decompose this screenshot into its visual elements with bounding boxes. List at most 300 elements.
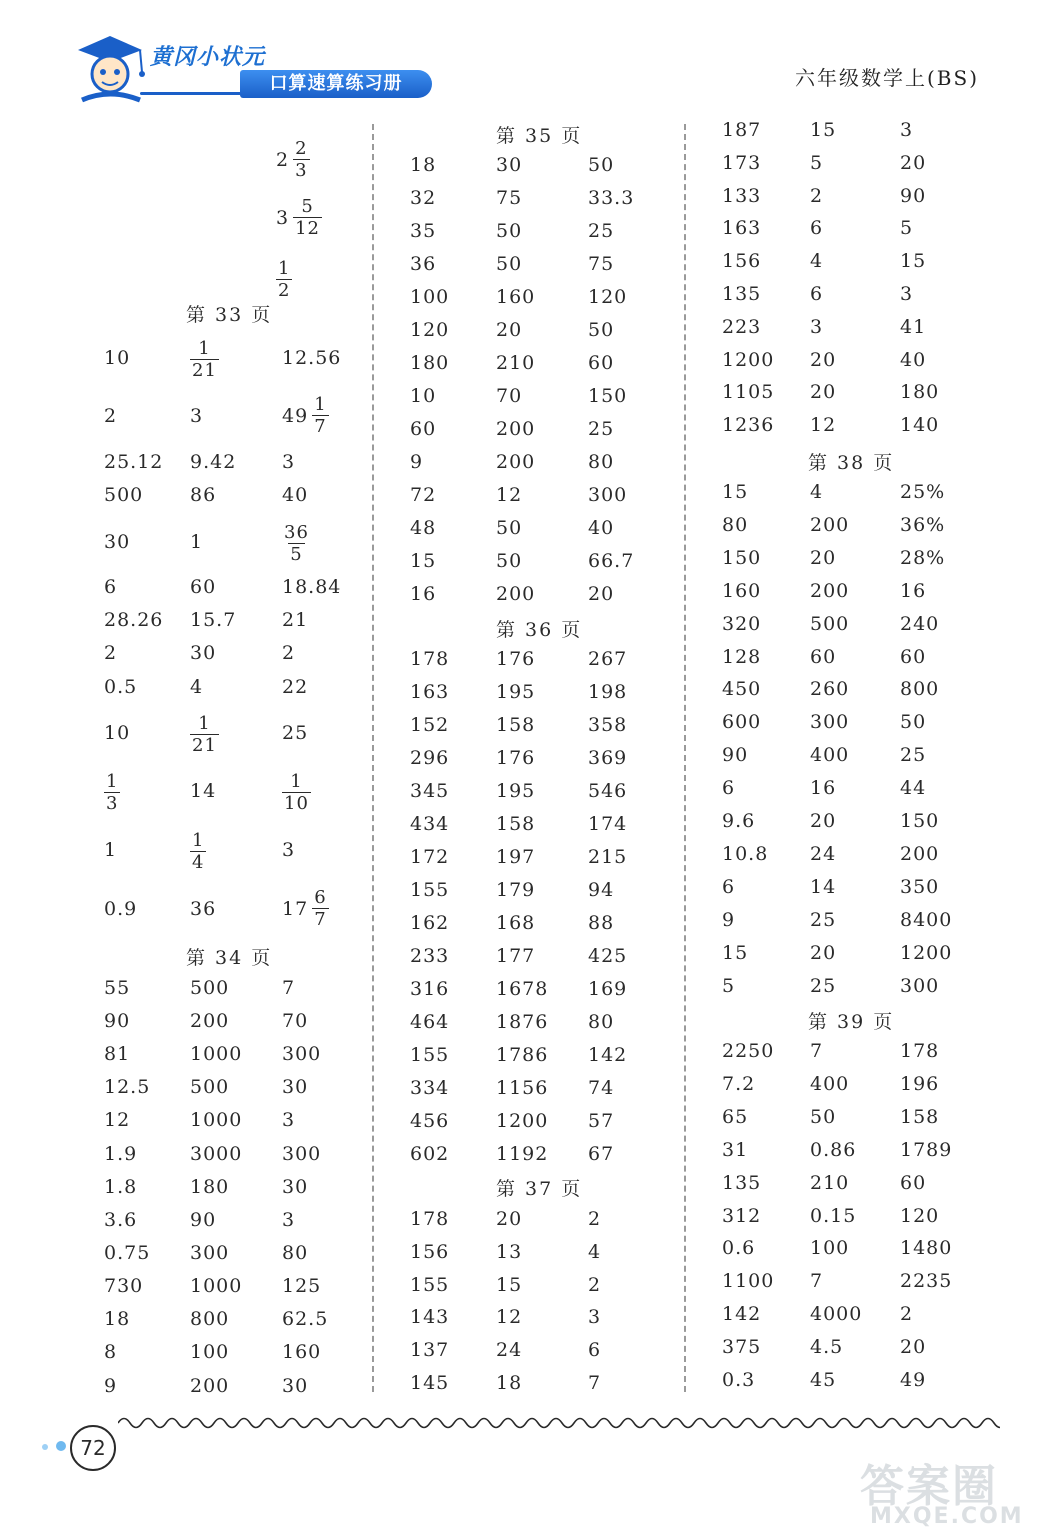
answer-cell: 233: [410, 945, 450, 967]
answer-cell: 67: [588, 1143, 615, 1165]
answer-cell: 1: [104, 839, 118, 861]
answer-cell: 120: [588, 286, 628, 308]
answer-cell: 456: [410, 1110, 450, 1132]
top-answer: [276, 256, 292, 301]
answer-cell: 172: [410, 846, 450, 868]
answer-cell: 1200: [496, 1110, 549, 1132]
answer-cell: 30: [190, 642, 217, 664]
answer-cell: 450: [722, 678, 762, 701]
answer-cell: 60: [410, 418, 437, 440]
answer-cell: 66.7: [588, 550, 635, 572]
answer-cell: 500: [104, 484, 144, 506]
answer-cell: 5: [810, 151, 824, 174]
answer-cell: 32: [410, 187, 437, 209]
answer-cell: 25: [282, 722, 309, 744]
fraction-value: [282, 771, 311, 814]
answer-cell: 50: [496, 253, 523, 275]
answer-cell: 0.5: [104, 676, 138, 698]
answer-cell: 6: [722, 875, 736, 898]
answer-cell: 350: [900, 875, 940, 898]
answer-cell: 1236: [722, 414, 775, 437]
answer-cell: 2: [588, 1208, 602, 1230]
answer-cell: 320: [722, 612, 762, 635]
answer-cell: 215: [588, 846, 628, 868]
answer-cell: 0.9: [104, 898, 138, 920]
answer-cell: 22: [282, 676, 309, 698]
answer-cell: 6: [810, 283, 824, 305]
answer-cell: 267: [588, 648, 628, 670]
answer-cell: 1100: [722, 1270, 775, 1293]
whole-part: 17: [282, 897, 309, 920]
answer-cell: 16: [810, 777, 837, 800]
answer-cell: 7.2: [722, 1072, 756, 1095]
answer-cell: 1200: [900, 941, 953, 964]
answer-cell: 3.6: [104, 1209, 138, 1231]
answer-cell: 45: [810, 1369, 837, 1391]
answer-cell: 41: [900, 315, 927, 338]
fraction-value: [282, 522, 311, 565]
answer-cell: 10: [104, 722, 131, 744]
answer-cell: 163: [722, 217, 762, 240]
answer-cell: 334: [410, 1077, 450, 1099]
answer-cell: [282, 887, 329, 930]
answer-cell: 125: [282, 1275, 322, 1297]
answer-cell: 60: [588, 352, 615, 374]
answer-cell: 168: [496, 912, 536, 934]
fraction: [293, 196, 322, 239]
answer-cell: 2: [588, 1273, 602, 1296]
answer-cell: 345: [410, 780, 450, 802]
denominator: 3: [106, 793, 119, 814]
answer-cell: 200: [190, 1010, 230, 1032]
answer-cell: 1000: [190, 1043, 243, 1065]
answer-cell: 20: [900, 151, 927, 174]
answer-cell: 0.3: [722, 1369, 756, 1391]
answer-cell: 20: [496, 319, 523, 341]
denominator: 4: [192, 852, 205, 873]
answer-cell: 150: [900, 810, 940, 832]
answer-cell: 9.42: [190, 451, 237, 473]
answer-cell: 1786: [496, 1044, 549, 1066]
answer-cell: 50: [900, 711, 927, 734]
answer-cell: 25: [588, 418, 615, 440]
answer-cell: [282, 520, 311, 565]
answer-cell: 31: [722, 1138, 749, 1161]
answer-cell: 36: [190, 898, 217, 920]
answer-cell: 300: [190, 1242, 230, 1264]
answer-cell: 2: [104, 405, 118, 427]
whole-part: 49: [282, 404, 309, 427]
fraction: [312, 394, 328, 437]
series-title: 口算速算练习册: [240, 70, 432, 98]
answer-cell: 296: [410, 747, 450, 769]
page-number: 72: [70, 1425, 116, 1471]
answer-cell: 197: [496, 846, 536, 868]
answer-cell: 25.12: [104, 451, 164, 473]
answer-cell: 13: [496, 1240, 523, 1263]
answer-cell: 142: [722, 1303, 762, 1326]
book-title: 六年级数学上(BS): [795, 66, 980, 90]
answer-cell: 35: [410, 220, 437, 242]
answer-cell: 24: [496, 1339, 523, 1362]
answer-cell: 75: [588, 253, 615, 275]
answer-cell: 0.15: [810, 1204, 857, 1227]
section-title: 第 33 页: [186, 304, 273, 326]
fraction: [282, 522, 311, 565]
answer-cell: 177: [496, 945, 536, 967]
whole-part: 2: [276, 148, 290, 171]
answer-cell: 60: [190, 576, 217, 598]
answer-cell: 4000: [810, 1303, 863, 1326]
numerator: 2: [295, 138, 308, 159]
answer-cell: 150: [588, 385, 628, 407]
answer-cell: 49: [900, 1369, 927, 1391]
answer-cell: 1000: [190, 1109, 243, 1131]
denominator: 21: [192, 360, 217, 381]
answer-cell: 81: [104, 1043, 131, 1065]
answer-cell: 200: [496, 418, 536, 440]
answer-cell: 210: [810, 1171, 850, 1194]
answer-cell: 180: [190, 1176, 230, 1198]
denominator: 10: [284, 793, 309, 814]
answer-cell: 3: [900, 283, 914, 305]
answer-cell: 60: [900, 1171, 927, 1194]
answer-cell: 50: [588, 154, 615, 176]
answer-cell: 260: [810, 678, 850, 701]
answer-cell: 160: [282, 1341, 322, 1363]
answer-cell: 80: [588, 451, 615, 473]
answer-cell: 12.5: [104, 1076, 151, 1098]
section-title: 第 37 页: [496, 1178, 583, 1200]
fraction: [293, 138, 309, 181]
denominator: 7: [314, 416, 327, 437]
answer-cell: 20: [496, 1208, 523, 1230]
answer-cell: 10.8: [722, 842, 769, 865]
answer-cell: 210: [496, 352, 536, 374]
answer-cell: 1192: [496, 1143, 549, 1165]
answer-cell: 4: [810, 481, 824, 503]
answer-cell: 155: [410, 879, 450, 901]
answer-cell: 200: [496, 583, 536, 605]
section-title: 第 34 页: [186, 947, 273, 969]
answer-cell: 1000: [190, 1275, 243, 1297]
answer-cell: 15: [900, 250, 927, 273]
answer-cell: 14: [190, 780, 217, 802]
answer-cell: 5: [722, 974, 736, 997]
answer-cell: 9: [104, 1375, 118, 1397]
answer-cell: 120: [900, 1204, 940, 1227]
answer-cell: 18: [410, 154, 437, 176]
answer-cell: 135: [722, 283, 762, 305]
answer-cell: 50: [496, 220, 523, 242]
answer-cell: 62.5: [282, 1308, 329, 1330]
answer-cell: 300: [282, 1143, 322, 1165]
answer-cell: 15: [810, 119, 837, 141]
whole-part: 3: [276, 206, 290, 229]
answer-cell: 74: [588, 1077, 615, 1099]
top-answer: [276, 196, 322, 239]
fraction: [312, 887, 328, 930]
answer-cell: 90: [722, 744, 749, 767]
answer-cell: 1789: [900, 1138, 953, 1161]
answer-cell: 8: [104, 1341, 118, 1363]
fraction: [104, 771, 120, 814]
answer-cell: 300: [810, 711, 850, 734]
answer-cell: 80: [722, 513, 749, 536]
answer-cell: 12: [104, 1109, 131, 1131]
answer-cell: 2: [104, 642, 118, 664]
section-title: 第 35 页: [496, 125, 583, 147]
answer-cell: 135: [722, 1171, 762, 1194]
answer-cell: 2235: [900, 1270, 953, 1293]
answer-cell: 48: [410, 517, 437, 539]
answer-cell: 18.84: [282, 576, 342, 598]
numerator: 1: [198, 713, 211, 734]
answer-cell: 15: [722, 481, 749, 503]
answer-cell: 7: [588, 1372, 602, 1394]
answer-cell: 2: [282, 642, 296, 664]
answer-cell: 8400: [900, 908, 953, 931]
answer-cell: 18: [496, 1372, 523, 1394]
answer-cell: 15: [722, 941, 749, 964]
answer-cell: 158: [900, 1105, 940, 1128]
answer-cell: 400: [810, 744, 850, 767]
answer-cell: 25: [810, 908, 837, 931]
answer-cell: 6: [810, 217, 824, 240]
fraction: [276, 258, 292, 301]
answer-cell: 3: [810, 315, 824, 338]
answer-cell: 0.6: [722, 1237, 756, 1260]
answer-cell: 20: [810, 381, 837, 404]
answer-cell: 143: [410, 1306, 450, 1329]
fraction-value: [190, 830, 206, 873]
answer-cell: 1.8: [104, 1176, 138, 1198]
answer-cell: 90: [900, 184, 927, 207]
answer-cell: 180: [900, 381, 940, 404]
answer-cell: 174: [588, 813, 628, 835]
answer-cell: 10: [410, 385, 437, 407]
answer-cell: 70: [496, 385, 523, 407]
fraction-value: [104, 771, 120, 814]
answer-cell: 375: [722, 1336, 762, 1359]
answer-cell: 180: [410, 352, 450, 374]
answer-cell: 60: [810, 645, 837, 668]
answer-cell: 178: [410, 1208, 450, 1230]
answer-cell: 200: [496, 451, 536, 473]
numerator: 1: [278, 258, 291, 279]
answer-cell: 15.7: [190, 609, 237, 631]
answer-cell: 240: [900, 612, 940, 635]
answer-cell: 36%: [900, 513, 946, 536]
answer-cell: 155: [410, 1044, 450, 1066]
answer-cell: 4: [190, 676, 204, 698]
answer-cell: 20: [588, 583, 615, 605]
answer-cell: 4: [588, 1240, 602, 1263]
answer-cell: 163: [410, 681, 450, 703]
answer-cell: 176: [496, 648, 536, 670]
answer-cell: 500: [810, 612, 850, 635]
answer-cell: 80: [588, 1011, 615, 1033]
answer-cell: 1105: [722, 381, 775, 404]
numerator: 1: [106, 771, 119, 792]
fraction: [282, 771, 311, 814]
denominator: 7: [314, 909, 327, 930]
answer-cell: 57: [588, 1110, 615, 1132]
fraction-value: [282, 887, 329, 930]
answer-cell: 3: [900, 119, 914, 141]
answer-cell: 176: [496, 747, 536, 769]
answer-cell: 158: [496, 714, 536, 736]
answer-cell: 60: [900, 645, 927, 668]
answer-cell: 155: [410, 1273, 450, 1296]
answer-cell: 316: [410, 978, 450, 1000]
answer-cell: 50: [496, 550, 523, 572]
answer-cell: 602: [410, 1143, 450, 1165]
answer-cell: 50: [496, 517, 523, 539]
answer-cell: [190, 828, 206, 873]
answer-cell: 1.9: [104, 1143, 138, 1165]
fraction-value: [276, 138, 310, 181]
answer-cell: 75: [496, 187, 523, 209]
denominator: 2: [278, 280, 291, 301]
answer-cell: 3: [282, 451, 296, 473]
answer-cell: 400: [810, 1072, 850, 1095]
answer-cell: 50: [810, 1105, 837, 1128]
answer-cell: 140: [900, 414, 940, 437]
answer-cell: 2250: [722, 1040, 775, 1062]
answer-cell: 25%: [900, 481, 946, 503]
answer-cell: 16: [900, 579, 927, 602]
answer-cell: 6: [722, 777, 736, 800]
answer-cell: 369: [588, 747, 628, 769]
answer-cell: 133: [722, 184, 762, 207]
answer-cell: 20: [900, 1336, 927, 1359]
answer-cell: 0.86: [810, 1138, 857, 1161]
answer-cell: 100: [810, 1237, 850, 1260]
denominator: 21: [192, 735, 217, 756]
watermark-top: 答案圈: [860, 1461, 998, 1512]
answer-cell: 15: [410, 550, 437, 572]
answer-cell: 7: [810, 1270, 824, 1293]
answer-cell: 50: [588, 319, 615, 341]
top-answer: [276, 138, 310, 181]
answer-cell: 40: [900, 348, 927, 371]
answer-cell: 152: [410, 714, 450, 736]
answer-cell: 86: [190, 484, 217, 506]
answer-cell: 196: [900, 1072, 940, 1095]
answer-cell: 25: [810, 974, 837, 997]
brand-name: 黄冈小状元: [150, 45, 266, 70]
answer-cell: 137: [410, 1339, 450, 1362]
answer-cell: 145: [410, 1372, 450, 1394]
answer-cell: [190, 336, 219, 381]
answer-cell: 600: [722, 711, 762, 734]
answer-cell: 30: [282, 1176, 309, 1198]
answer-cell: 94: [588, 879, 615, 901]
answer-cell: 223: [722, 315, 762, 338]
answer-cell: 9: [722, 908, 736, 931]
numerator: 5: [301, 196, 314, 217]
answer-cell: 55: [104, 977, 131, 999]
answer-cell: 2: [900, 1303, 914, 1326]
answer-cell: 65: [722, 1105, 749, 1128]
answer-cell: 6: [588, 1339, 602, 1362]
answer-cell: 3: [282, 839, 296, 861]
answer-cell: 21: [282, 609, 309, 631]
answer-cell: 464: [410, 1011, 450, 1033]
answer-cell: 1480: [900, 1237, 953, 1260]
answer-cell: 200: [810, 579, 850, 602]
answer-cell: 15: [496, 1273, 523, 1296]
answer-cell: 20: [810, 348, 837, 371]
answer-cell: 1876: [496, 1011, 549, 1033]
fraction: [190, 713, 219, 756]
answer-cell: 169: [588, 978, 628, 1000]
mascot-logo-icon: [68, 28, 148, 108]
answer-cell: 7: [810, 1040, 824, 1062]
fraction-value: [282, 394, 329, 437]
answer-cell: 200: [190, 1375, 230, 1397]
answer-cell: 358: [588, 714, 628, 736]
answer-cell: 156: [722, 250, 762, 273]
page-header: [0, 0, 1040, 120]
answer-cell: 16: [410, 583, 437, 605]
answer-cell: 546: [588, 780, 628, 802]
answer-cell: 195: [496, 780, 536, 802]
answer-cell: 28%: [900, 546, 946, 569]
answer-cell: 80: [282, 1242, 309, 1264]
denominator: 12: [295, 218, 320, 239]
answer-cell: 5: [900, 217, 914, 240]
denominator: 3: [295, 160, 308, 181]
fraction-value: [276, 258, 292, 301]
answer-cell: 28.26: [104, 609, 164, 631]
answer-cell: 30: [496, 154, 523, 176]
fraction-value: [190, 713, 219, 756]
answer-cell: 25: [588, 220, 615, 242]
answer-cell: [190, 711, 219, 756]
answer-cell: 20: [810, 810, 837, 832]
section-title: 第 38 页: [808, 452, 895, 474]
answer-cell: 2: [810, 184, 824, 207]
section-title: 第 36 页: [496, 619, 583, 641]
answer-cell: 173: [722, 151, 762, 174]
answer-cell: 4: [810, 250, 824, 273]
numerator: 1: [290, 771, 303, 792]
answer-cell: 7: [282, 977, 296, 999]
answer-cell: 12.56: [282, 347, 342, 369]
answer-cell: 40: [588, 517, 615, 539]
answer-cell: 156: [410, 1240, 450, 1263]
answer-cell: 12: [810, 414, 837, 437]
answer-cell: 142: [588, 1044, 628, 1066]
answer-cell: 162: [410, 912, 450, 934]
decor-dot: [56, 1441, 66, 1451]
fraction: [190, 830, 206, 873]
answer-cell: 30: [104, 531, 131, 553]
answer-cell: 88: [588, 912, 615, 934]
answer-cell: 178: [410, 648, 450, 670]
answer-cell: 90: [104, 1010, 131, 1032]
answer-cell: 90: [190, 1209, 217, 1231]
fraction: [190, 338, 219, 381]
answer-cell: 500: [190, 1076, 230, 1098]
answer-cell: 100: [190, 1341, 230, 1363]
section-title: 第 39 页: [808, 1011, 895, 1033]
numerator: 36: [284, 522, 309, 543]
answer-cell: [104, 769, 120, 814]
decor-dot-small: [42, 1444, 48, 1450]
